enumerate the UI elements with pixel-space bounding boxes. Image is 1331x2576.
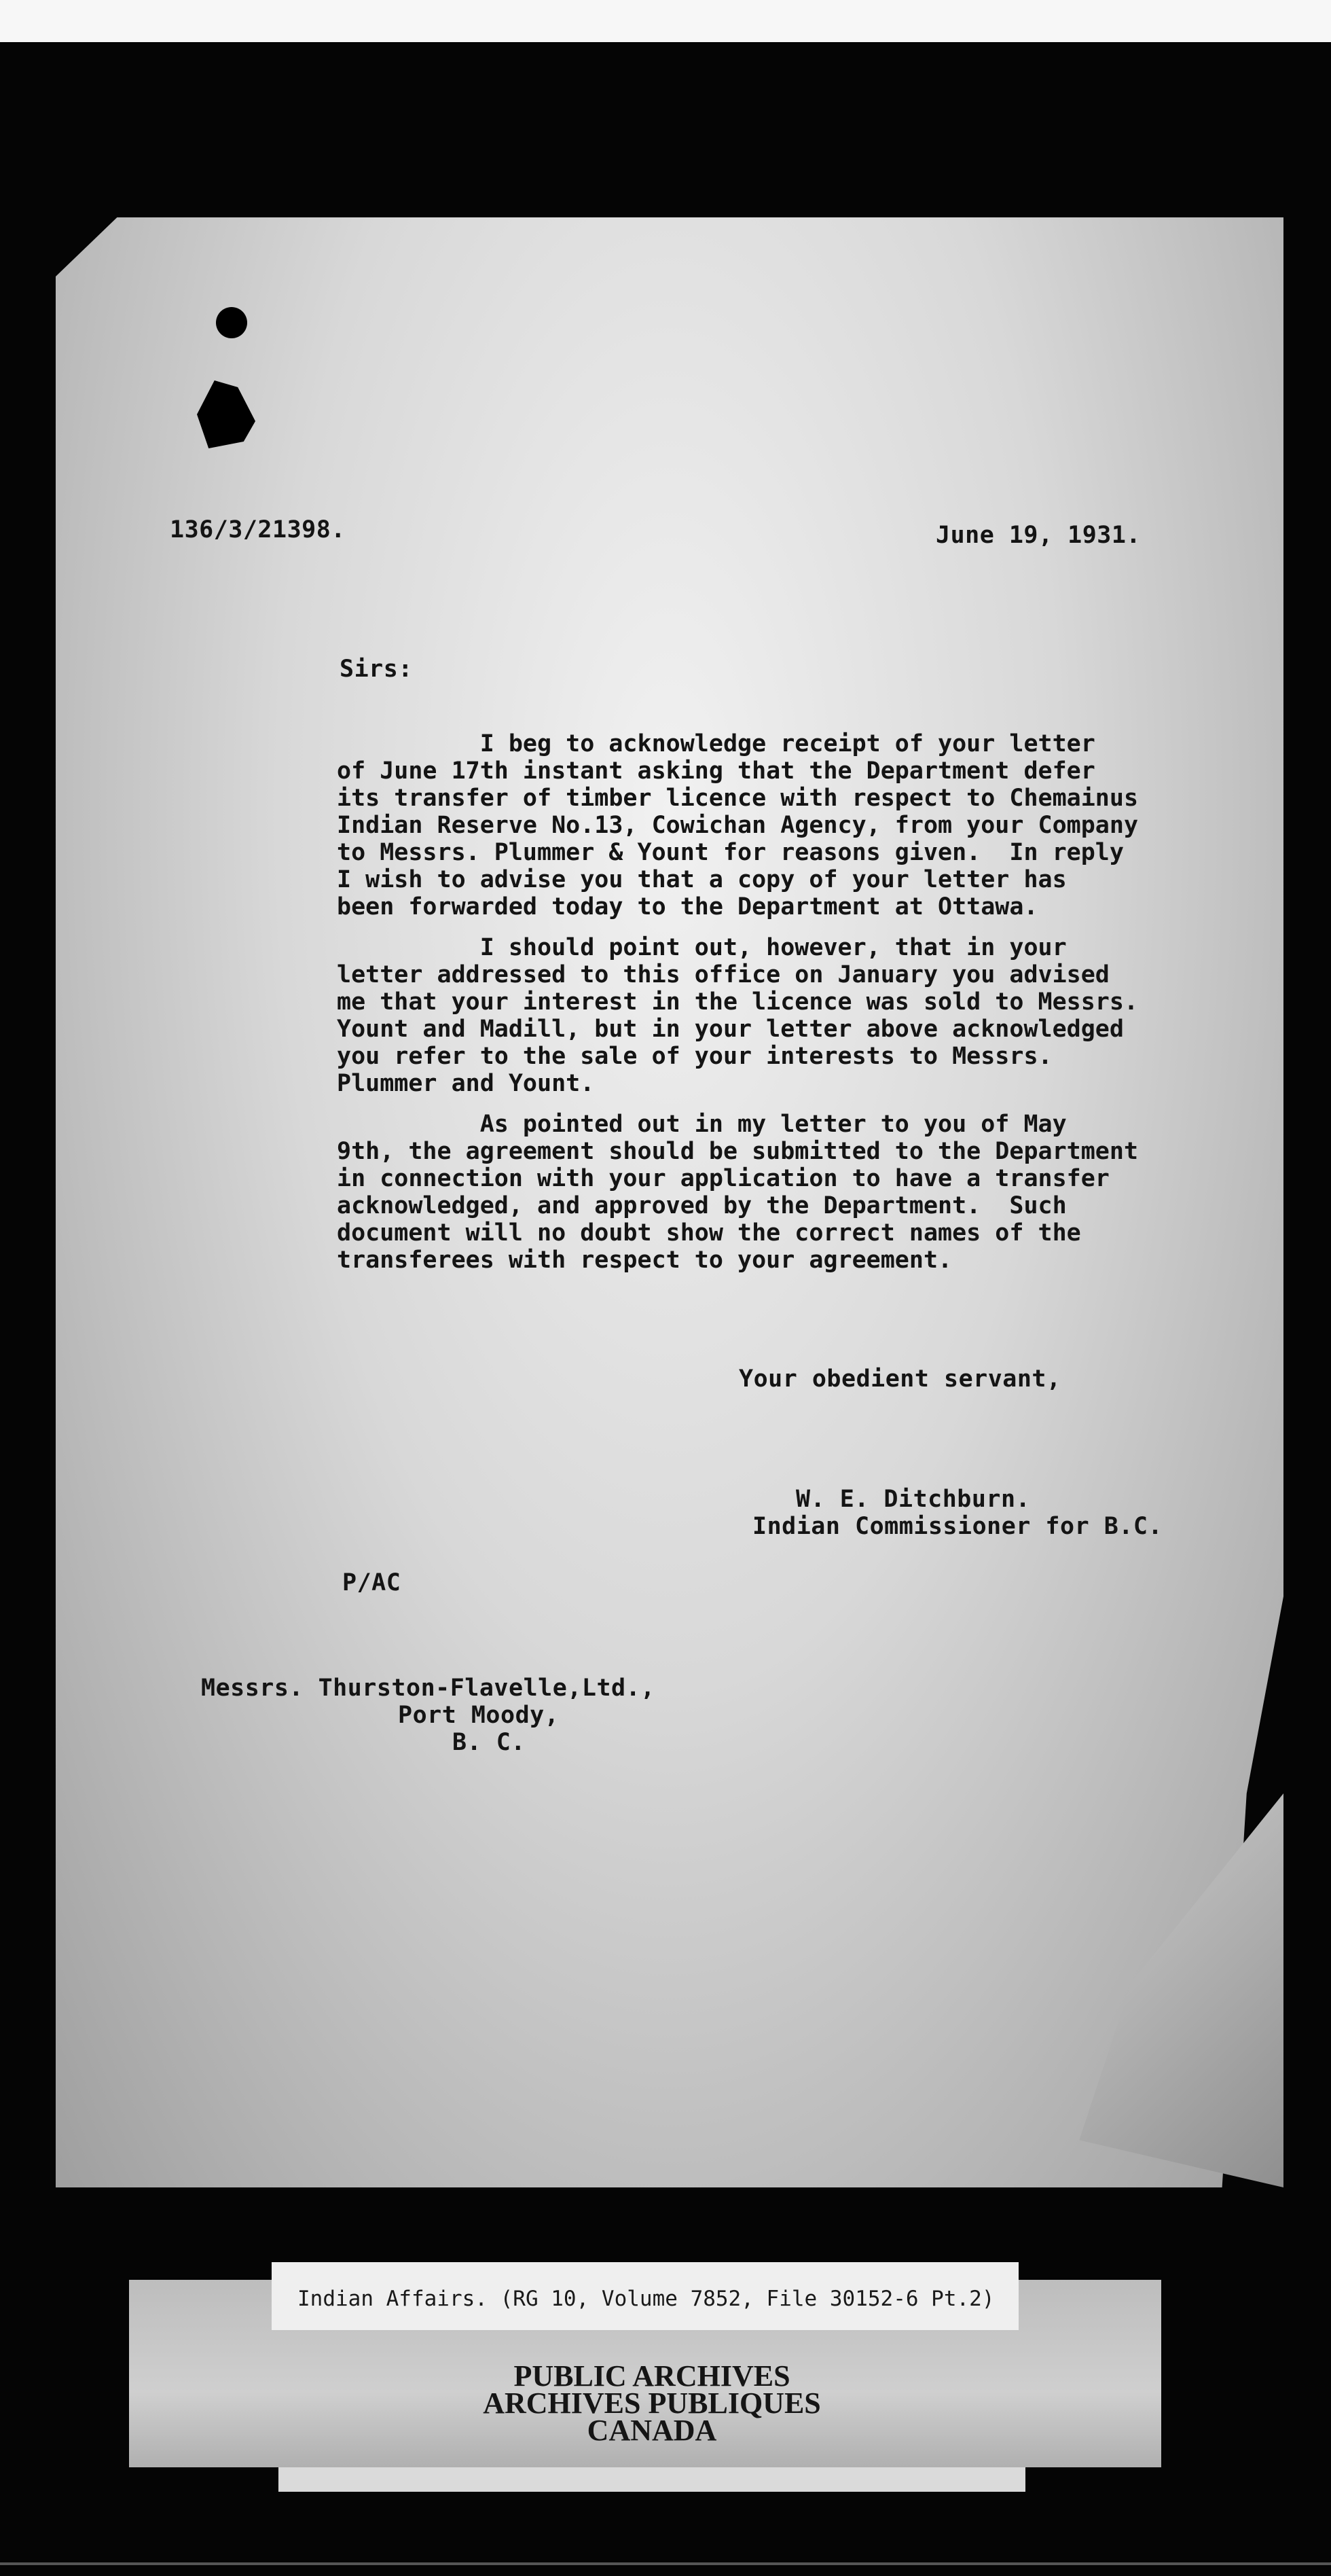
closing: Your obedient servant, [739, 1365, 1061, 1393]
paragraph-line: acknowledged, and approved by the Department. Such [337, 1192, 1067, 1219]
paragraph-line: Plummer and Yount. [337, 1070, 595, 1097]
recipient-address-line-1: Messrs. Thurston-Flavelle,Ltd., [201, 1675, 655, 1702]
signatory-name: W. E. Ditchburn. [796, 1486, 1031, 1513]
archive-caption: Indian Affairs. (RG 10, Volume 7852, File 30152-6 Pt.2) [297, 2287, 995, 2311]
paragraph-3 [337, 1111, 1206, 1274]
paragraph-line: me that your interest in the licence was sold to Messrs. [337, 988, 1139, 1016]
paragraph-line: Indian Reserve No.13, Cowichan Agency, from your Company [337, 812, 1139, 839]
typist-initials: P/AC [342, 1569, 401, 1596]
paragraph-line: 9th, the agreement should be submitted to the Department [337, 1138, 1139, 1165]
archive-stamp-line: CANADA [587, 2414, 717, 2447]
archive-label-lower-strip [278, 2467, 1025, 2492]
archive-stamp-line: PUBLIC ARCHIVES [513, 2359, 790, 2393]
paragraph-line: to Messrs. Plummer & Yount for reasons given. In reply [337, 839, 1124, 866]
salutation: Sirs: [340, 656, 413, 683]
paragraph-line: As pointed out in my letter to you of May [337, 1111, 1067, 1138]
paragraph-line: of June 17th instant asking that the Department defer [337, 757, 1095, 785]
paragraph-line: Yount and Madill, but in your letter above acknowledged [337, 1016, 1124, 1043]
paragraph-line: transferees with respect to your agreement. [337, 1247, 953, 1274]
file-reference: 136/3/21398. [170, 516, 346, 543]
paragraph-line: I wish to advise you that a copy of your letter has [337, 866, 1067, 893]
recipient-address-line-3: B. C. [452, 1729, 526, 1756]
archive-stamp [407, 2359, 896, 2447]
paragraph-1 [337, 730, 1206, 920]
scan-bottom-edge [0, 2562, 1331, 2565]
recipient-address-line-2: Port Moody, [398, 1702, 560, 1729]
paragraph-line: in connection with your application to have a transfer [337, 1165, 1110, 1192]
paragraph-line: I should point out, however, that in your [337, 934, 1067, 961]
signatory-title: Indian Commissioner for B.C. [752, 1513, 1163, 1540]
paragraph-2 [337, 934, 1206, 1097]
paragraph-line: I beg to acknowledge receipt of your letter [337, 730, 1095, 757]
paragraph-line: you refer to the sale of your interests to Messrs. [337, 1043, 1053, 1070]
paragraph-line: letter addressed to this office on January you advised [337, 961, 1110, 988]
paragraph-line: document will no doubt show the correct names of the [337, 1219, 1081, 1247]
paragraph-line: its transfer of timber licence with respect to Chemainus [337, 785, 1139, 812]
punch-hole [216, 307, 247, 338]
scan-top-margin [0, 0, 1331, 42]
paragraph-line: been forwarded today to the Department at Ottawa. [337, 893, 1038, 920]
archive-stamp-line: ARCHIVES PUBLIQUES [483, 2386, 821, 2420]
letter-date: June 19, 1931. [936, 522, 1142, 549]
